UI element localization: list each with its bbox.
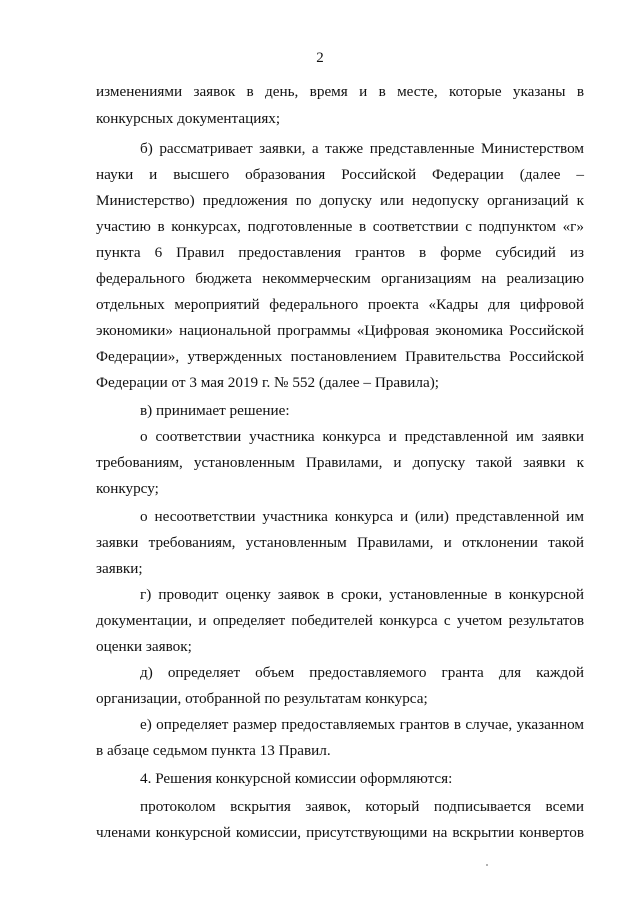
text-line: о несоответствии участника конкурса и (или) представленной им: [140, 508, 584, 525]
text-line: б) рассматривает заявки, а также представленные Министерством: [140, 140, 584, 157]
text-line: науки и высшего образования Российской Федерации (далее –: [96, 166, 584, 183]
text-line: конкурсных документациях;: [96, 110, 281, 127]
text-line: экономики» национальной программы «Цифровая экономика Российской: [96, 322, 584, 339]
text-line: отдельных мероприятий федерального проекта «Кадры для цифровой: [96, 296, 584, 313]
text-line: оценки заявок;: [96, 638, 192, 655]
text-line: членами конкурсной комиссии, присутствующими на вскрытии конвертов: [96, 824, 584, 841]
text-line: пункта 6 Правил предоставления грантов в форме субсидий из: [96, 244, 584, 261]
text-line: 4. Решения конкурсной комиссии оформляются:: [140, 770, 453, 787]
text-line: о соответствии участника конкурса и представленной им заявки: [140, 428, 584, 445]
text-line: заявки требованиям, установленным Правилами, и отклонении такой: [96, 534, 584, 551]
text-line: конкурсу;: [96, 480, 159, 497]
text-line: участию в конкурсах, подготовленные в соответствии с подпунктом «г»: [96, 218, 584, 235]
text-line: в абзаце седьмом пункта 13 Правил.: [96, 742, 331, 759]
page-number: 2: [316, 50, 324, 66]
text-line: Федерации», утвержденных постановлением Правительства Российской: [96, 348, 584, 365]
text-line: д) определяет объем предоставляемого гранта для каждой: [140, 664, 584, 681]
scan-speck: [486, 864, 488, 866]
text-line: г) проводит оценку заявок в сроки, установленные в конкурсной: [140, 586, 584, 603]
text-line: в) принимает решение:: [140, 402, 290, 419]
text-line: организации, отобранной по результатам конкурса;: [96, 690, 428, 707]
text-line: е) определяет размер предоставляемых грантов в случае, указанном: [140, 716, 584, 733]
text-line: заявки;: [96, 560, 143, 577]
text-line: документации, и определяет победителей конкурса с учетом результатов: [96, 612, 584, 629]
text-line: Министерство) предложения по допуску или недопуску организаций к: [96, 192, 584, 209]
text-line: протоколом вскрытия заявок, который подписывается всеми: [140, 798, 584, 815]
text-line: Федерации от 3 мая 2019 г. № 552 (далее – Правила);: [96, 374, 440, 391]
text-line: федерального бюджета некоммерческим организациям на реализацию: [96, 270, 584, 287]
text-line: изменениями заявок в день, время и в месте, которые указаны в: [96, 83, 584, 100]
text-line: требованиям, установленным Правилами, и допуску такой заявки к: [96, 454, 584, 471]
